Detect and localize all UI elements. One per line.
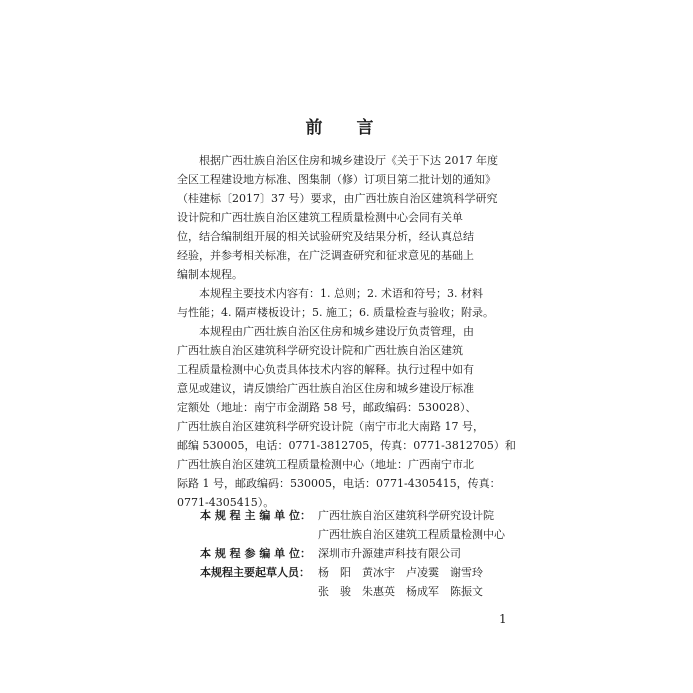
chief-unit-value: 广西壮族自治区建筑科学研究设计院 bbox=[318, 509, 494, 522]
text-line: 编制本规程。 bbox=[177, 268, 243, 281]
spacer bbox=[200, 525, 318, 544]
drafters-row bbox=[200, 582, 505, 601]
drafters-names: 杨 阳 黄冰宇 卢凌霙 谢雪玲 bbox=[318, 566, 483, 579]
chief-unit-row bbox=[200, 506, 505, 525]
text-line: 设计院和广西壮族自治区建筑工程质量检测中心会同有关单 bbox=[177, 211, 463, 224]
participant-unit-label: 本 规 程 参 编 单 位： bbox=[200, 547, 311, 560]
page-title: 前 言 bbox=[305, 118, 388, 138]
text-line: 本规程主要技术内容有：1. 总则；2. 术语和符号；3. 材料 bbox=[199, 287, 483, 300]
text-line: 广西壮族自治区建筑科学研究设计院和广西壮族自治区建筑 bbox=[177, 344, 463, 357]
text-line: 工程质量检测中心负责具体技术内容的解释。执行过程中如有 bbox=[177, 363, 474, 376]
text-line: 本规程由广西壮族自治区住房和城乡建设厅负责管理，由 bbox=[199, 325, 474, 338]
chief-unit-value: 广西壮族自治区建筑工程质量检测中心 bbox=[318, 528, 505, 541]
text-line: 广西壮族自治区建筑工程质量检测中心（地址：广西南宁市北 bbox=[177, 458, 474, 471]
participant-unit-row bbox=[200, 544, 505, 563]
drafters-names: 张 骏 朱惠英 杨成军 陈振文 bbox=[318, 585, 483, 598]
drafters-label: 本规程主要起草人员： bbox=[200, 566, 310, 579]
chief-unit-row bbox=[200, 525, 505, 544]
text-line: 与性能；4. 隔声楼板设计；5. 施工；6. 质量检查与验收；附录。 bbox=[177, 306, 494, 319]
participant-unit-value: 深圳市升源建声科技有限公司 bbox=[318, 547, 461, 560]
text-line: （桂建标〔2017〕37 号）要求，由广西壮族自治区建筑科学研究 bbox=[177, 192, 498, 205]
text-line: 定额处（地址：南宁市金湖路 58 号，邮政编码：530028）、 bbox=[177, 401, 477, 414]
text-line: 全区工程建设地方标准、图集制（修）订项目第二批计划的通知》 bbox=[177, 173, 496, 186]
text-line: 位，结合编制组开展的相关试验研究及结果分析，经认真总结 bbox=[177, 230, 474, 243]
text-line: 际路 1 号，邮政编码：530005，电话：0771-4305415，传真： bbox=[177, 477, 501, 490]
text-line: 广西壮族自治区建筑科学研究设计院（南宁市北大南路 17 号， bbox=[177, 420, 484, 433]
drafters-row bbox=[200, 563, 505, 582]
page-number: 1 bbox=[499, 612, 507, 626]
spacer bbox=[200, 582, 318, 601]
chief-unit-label: 本 规 程 主 编 单 位： bbox=[200, 509, 311, 522]
editing-units bbox=[200, 506, 505, 601]
text-line: 0771-4305415）。 bbox=[177, 496, 275, 509]
text-line: 邮编 530005，电话：0771-3812705，传真：0771-3812705）和 bbox=[177, 439, 516, 452]
text-line: 根据广西壮族自治区住房和城乡建设厅《关于下达 2017 年度 bbox=[199, 154, 498, 167]
text-line: 经验，并参考相关标准，在广泛调查研究和征求意见的基础上 bbox=[177, 249, 474, 262]
preface-body bbox=[177, 151, 516, 512]
text-line: 意见或建议，请反馈给广西壮族自治区住房和城乡建设厅标准 bbox=[177, 382, 474, 395]
